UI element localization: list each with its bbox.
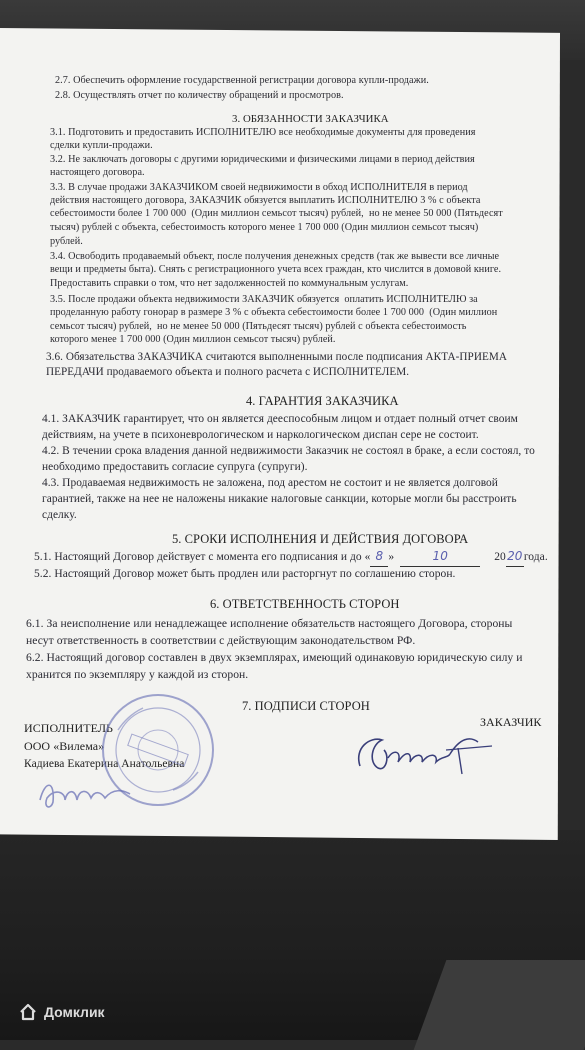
section-7-title: 7. ПОДПИСИ СТОРОН (242, 699, 370, 713)
house-icon (18, 1002, 38, 1022)
watermark-brand: Домклик (44, 1004, 105, 1020)
clause-line: Предоставить справки о том, что нет задолженностей по коммунальным услугам. (50, 278, 409, 289)
clause-line: семьсот тысяч) рублей, но не менее 50 000 (Пятьдесят тысяч) рублей с объекта себестоимость (50, 321, 467, 332)
clause-line: 3.4. Освободить продаваемый объект, после получения денежных средств (так же вывести все личные (50, 251, 500, 262)
year-suffix: года. (523, 551, 548, 563)
clause-3-6-line1: 3.6. Обязательства ЗАКАЗЧИКА считаются выполненными после подписания АКТА-ПРИЕМА (46, 351, 507, 363)
clause-3-6-line2: ПЕРЕДАЧИ продаваемого объекта и полного расчета с ИСПОЛНИТЕЛЕМ. (46, 366, 410, 378)
clause-line: несут ответственность в соответствии с действующим законодательством РФ. (26, 634, 416, 647)
clause-line: сделку. (42, 509, 77, 521)
clause-line: сделки купли-продажи. (50, 140, 153, 151)
clause-line: 4.3. Продаваемая недвижимость не заложена, под арестом не состоит и не является долговой (42, 477, 498, 489)
section-6-title: 6. ОТВЕТСТВЕННОСТЬ СТОРОН (210, 597, 400, 611)
clause-5-1-text: 5.1. Настоящий Договор действует с момента его подписания и до « (34, 551, 371, 563)
clause-line: 3.1. Подготовить и предоставить ИСПОЛНИТЕЛЮ все необходимые документы для проведения (50, 127, 476, 138)
executor-person: Кадиева Екатерина Анатольевна (24, 758, 185, 770)
year-prefix: 20 (494, 551, 506, 563)
customer-label: ЗАКАЗЧИК (480, 715, 542, 729)
clause-line: 6.2. Настоящий договор составлен в двух экземплярах, имеющий одинаковую юридическую силу и (26, 651, 523, 664)
executor-company: ООО «Вилема» (24, 739, 105, 753)
customer-signature (350, 728, 495, 778)
end-month-field: 10 (400, 549, 480, 567)
clause-2-7: 2.7. Обеспечить оформление государственной регистрации договора купли-продажи. (55, 75, 429, 86)
clause-line: действия настоящего договора, ЗАКАЗЧИК обязуется выплатить ИСПОЛНИТЕЛЮ 3 % с объекта (50, 195, 481, 206)
executor-signature (35, 770, 145, 815)
clause-line: 3.3. В случае продажи ЗАКАЗЧИКОМ своей недвижимости в обход ИСПОЛНИТЕЛЯ в период (50, 182, 468, 193)
end-day-field: 8 (370, 549, 388, 567)
clause-line: тысяч) рублей с объекта, себестоимость которого менее 1 700 000 (Один миллион семьсот тысяч) (50, 222, 479, 233)
section-5-title: 5. СРОКИ ИСПОЛНЕНИЯ И ДЕЙСТВИЯ ДОГОВОРА (172, 532, 469, 546)
clause-line: рублей. (50, 236, 83, 247)
clause-line: действиям, на учете в психоневрологическом и наркологическом диспан сере не состоит. (42, 429, 479, 441)
end-year-field: 20 (506, 549, 524, 567)
clause-line: гарантией, также на нее не наложены никакие налоговые санкции, которые могли бы расстроить (42, 493, 517, 505)
executor-label: ИСПОЛНИТЕЛЬ (24, 721, 113, 735)
clause-line: вещи и предметы быта). Снять с регистрационного учета всех граждан, кто числится в домовой книге. (50, 264, 502, 275)
clause-line: 4.1. ЗАКАЗЧИК гарантирует, что он является дееспособным лицом и отдает полный отчет своим (42, 413, 518, 425)
clause-line: 3.2. Не заключать договоры с другими юридическими и физическими лицами в период действия (50, 154, 475, 165)
clause-line: 6.1. За неисполнение или ненадлежащее исполнение обязательств настоящего Договора, стороны (26, 617, 513, 630)
clause-5-1 (34, 549, 548, 567)
clause-5-2: 5.2. Настоящий Договор может быть продлен или расторгнут по соглашению сторон. (34, 568, 456, 580)
clause-line: проделанную работу гонорар в размере 3 % с объекта себестоимости более 1 700 000 (Один миллион (50, 307, 498, 318)
clause-line: 3.5. После продажи объекта недвижимости ЗАКАЗЧИК обязуется оплатить ИСПОЛНИТЕЛЮ за (50, 294, 478, 305)
clause-line: которого менее 1 700 000 (Один миллион семьсот тысяч) рублей. (50, 334, 336, 345)
section-3-title: 3. ОБЯЗАННОСТИ ЗАКАЗЧИКА (232, 113, 389, 125)
quote-close: » (388, 551, 395, 563)
clause-line: 4.2. В течении срока владения данной недвижимости Заказчик не состоял в браке, а если состоял, то (42, 445, 535, 457)
clause-line: настоящего договора. (50, 167, 145, 178)
clause-line: необходимо предоставить согласие супруга (супруги). (42, 461, 308, 473)
section-4-title: 4. ГАРАНТИЯ ЗАКАЗЧИКА (246, 394, 399, 408)
clause-2-8: 2.8. Осуществлять отчет по количеству обращений и просмотров. (55, 90, 344, 101)
clause-line: хранится по экземпляру у каждой из сторон. (26, 668, 249, 681)
clause-line: себестоимости более 1 700 000 (Один миллион семьсот тысяч) рублей, но не менее 50 000 (Пятьдесят (50, 208, 503, 219)
domclick-watermark (18, 1002, 105, 1022)
